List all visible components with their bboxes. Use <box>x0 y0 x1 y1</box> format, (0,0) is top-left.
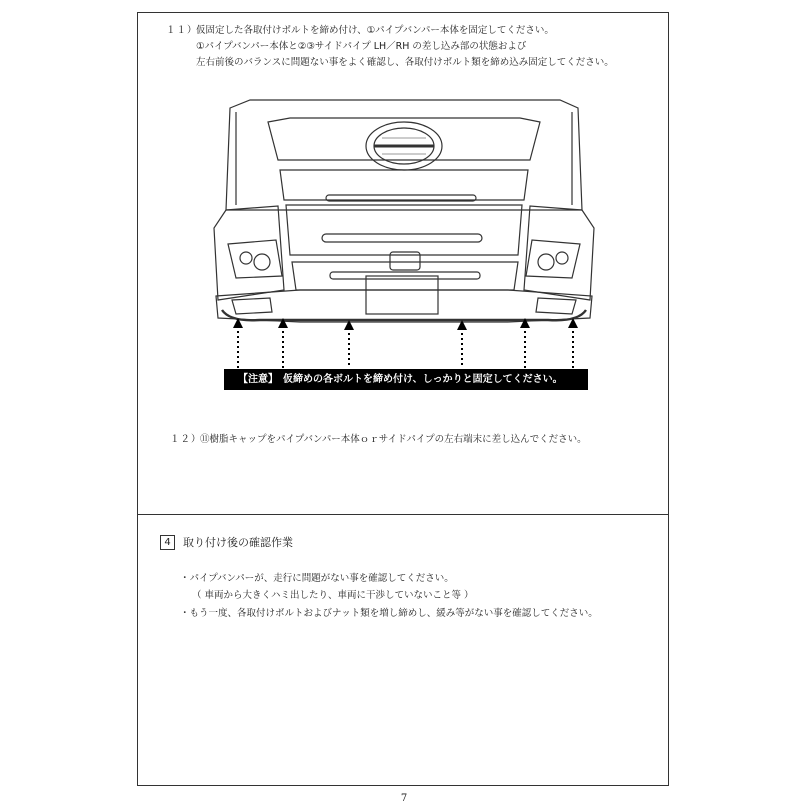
step-11-line-3: 左右前後のバランスに問題ない事をよく確認し、各取付けボルト類を締め込み固定してください。 <box>196 57 614 68</box>
warning-banner: 【注意】 仮締めの各ボルトを締め付け、しっかりと固定してください。 <box>224 369 588 390</box>
step-12-text: ⑪樹脂キャップをパイプバンパー本体ｏｒサイドパイプの左右端末に差し込んでください。 <box>200 434 587 445</box>
section-number-box: 4 <box>160 535 175 550</box>
cab-pillars <box>236 112 572 205</box>
step-11-line-1: 仮固定した各取付けボルトを締め付け、①パイプバンパー本体を固定してください。 <box>196 25 554 36</box>
check-bullet-1: ・パイプバンパーが、走行に問題がない事を確認してください。 <box>180 573 454 584</box>
step-12-number: １２） <box>170 434 202 445</box>
step-11-line-2: ①パイプバンパー本体と②③サイドパイプ LH／RH の差し込み部の状態および <box>196 41 527 52</box>
license-plate <box>366 276 438 314</box>
check-bullet-1-note: （ 車両から大きくハミ出したり、車両に干渉していないこと等 ） <box>192 590 474 601</box>
cab-outline <box>226 100 582 210</box>
section-title: 取り付け後の確認作業 <box>183 536 293 549</box>
section-4-heading <box>160 534 293 550</box>
step-11-number: １１） <box>166 25 198 36</box>
grille-slot-2 <box>322 234 482 242</box>
grille-bar-2 <box>286 205 522 255</box>
check-bullet-2: ・もう一度、各取付けボルトおよびナット類を増し締めし、緩み等がない事を確認してください。 <box>180 608 598 619</box>
page-number: 7 <box>400 793 408 804</box>
bolt-arrows <box>238 326 573 368</box>
front-bumper <box>216 290 592 322</box>
pipe-bumper <box>222 310 586 320</box>
